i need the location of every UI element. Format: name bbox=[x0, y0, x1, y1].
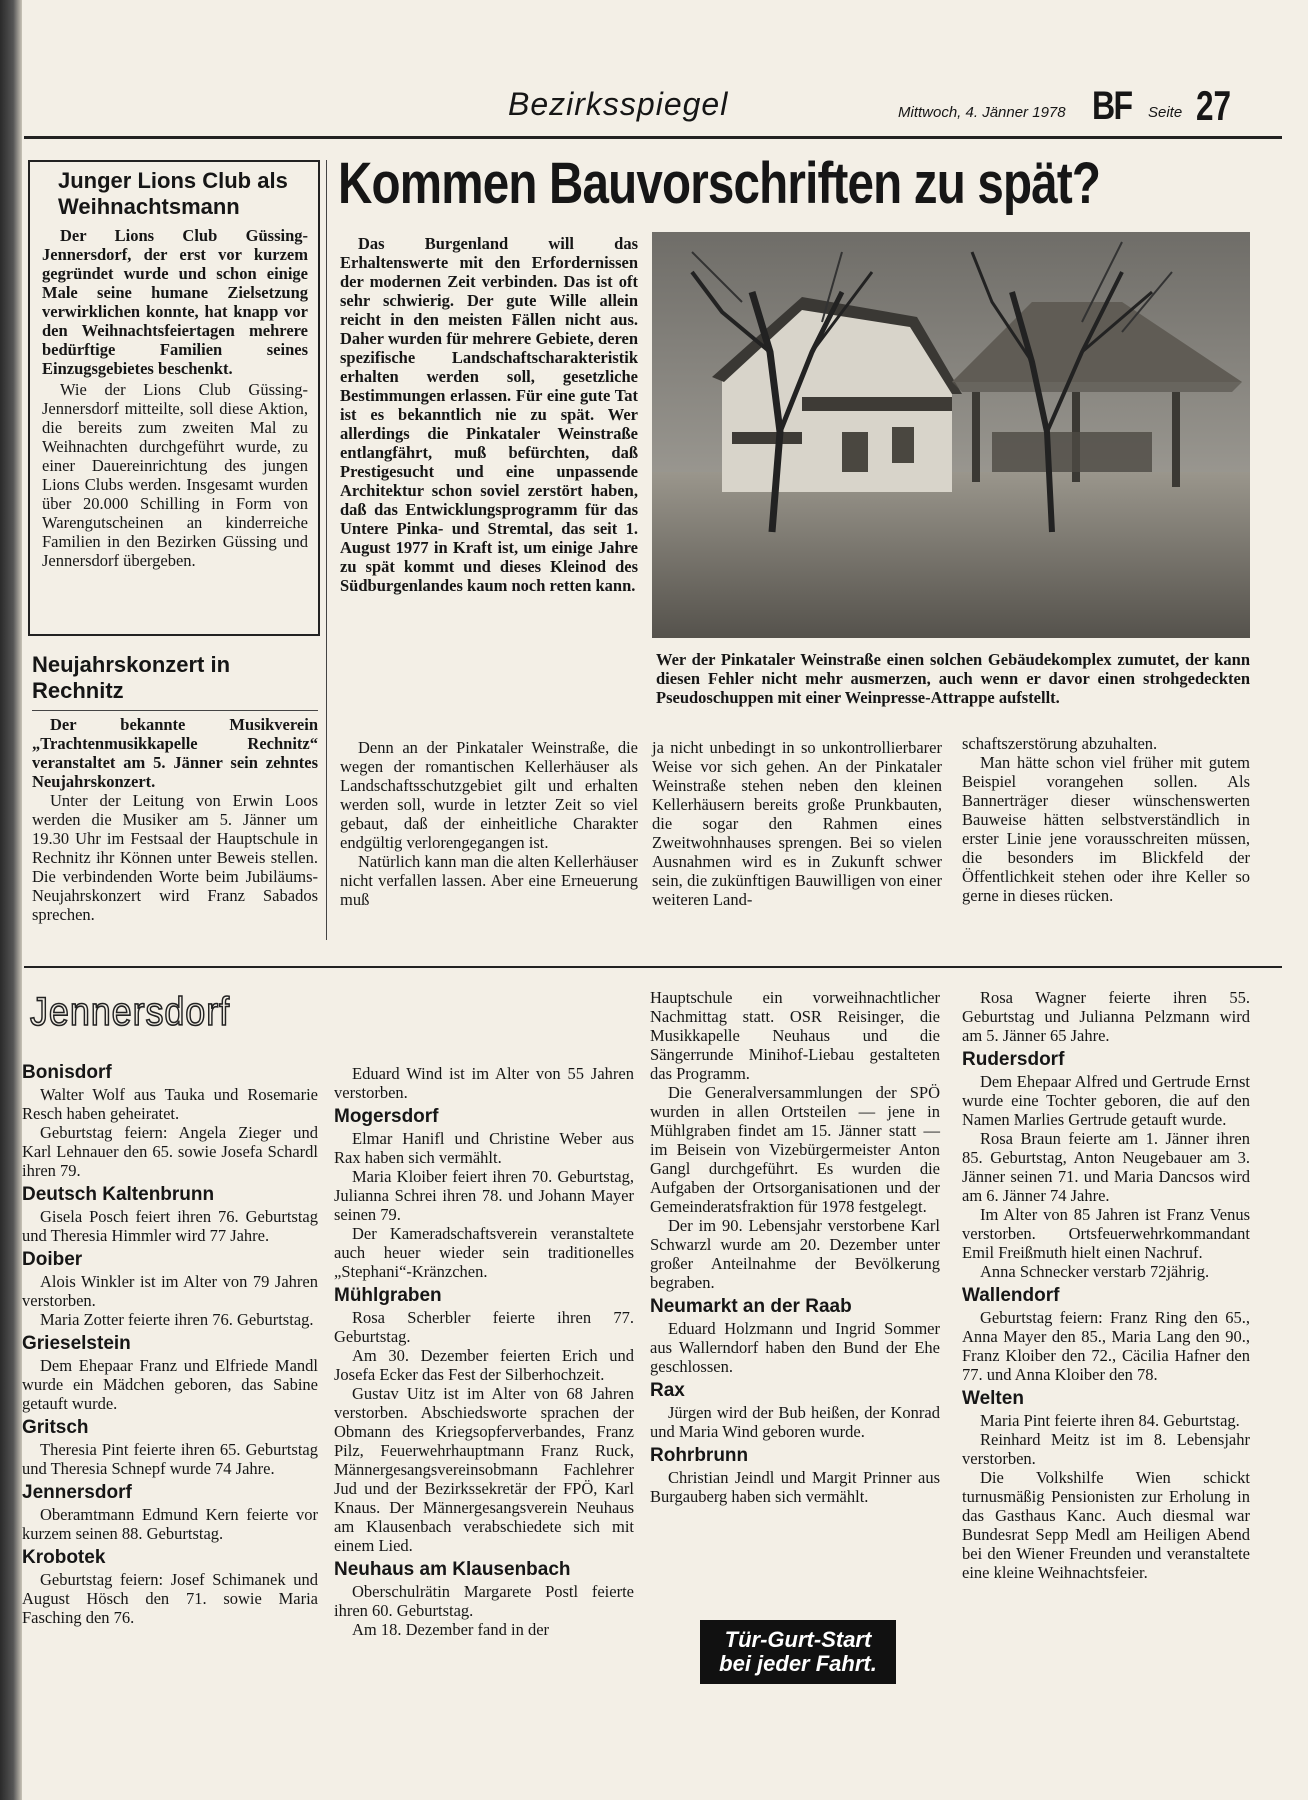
page-number: 27 bbox=[1196, 82, 1232, 129]
section-title: Bezirksspiegel bbox=[508, 86, 729, 122]
town-heading: Rudersdorf bbox=[962, 1049, 1065, 1070]
konzert-headline: Neujahrskonzert in Rechnitz bbox=[32, 652, 231, 703]
issue-date: Mittwoch, 4. Jänner 1978 bbox=[898, 104, 1066, 121]
main-col1-para-2: Natürlich kann man die alten Kellerhäuser nicht verfallen lassen. Aber eine Erneuerung muß bbox=[340, 852, 638, 909]
town-heading: Gritsch bbox=[22, 1417, 89, 1438]
town-heading: Bonisdorf bbox=[22, 1062, 112, 1083]
town-heading: Rohrbrunn bbox=[650, 1445, 749, 1466]
building-photo bbox=[652, 232, 1250, 638]
district-column-3: Hauptschule ein vorweihnachtlicher Nachmittag statt. OSR Reisinger, die Musikkapelle Neuhaus und die Sängerrunde Minihof-Liebau gestalteten das Programm. Die Generalversammlungen der SPÖ wurden in allen Ortsteilen — jene in Mühlgraben findet am 15. Jänner statt — im Beisein von Vizebürgermeister Anton Gangl durchgeführt. Es wurden die Aufgaben der Ortsorganisationen und der Gemeinderatsfraktion für 1978 festgelegt. Der im 90. Lebensjahr verstorbene Karl Schwarzl wurde am 20. Dezember unter großer Anteilnahme der Bevölkerung begraben. Neumarkt an der Raab Eduard Holzmann und Ingrid Sommer aus Wallerndorf haben den Bund der Ehe geschlossen. Rax Jürgen wird der Bub heißen, der Konrad und Maria Wind geboren wurde. Rohrbrunn Christian Jeindl und Margit Prinner aus Burgauberg haben sich vermählt. bbox=[650, 988, 940, 1506]
masthead-logo: BF bbox=[1092, 84, 1132, 128]
town-heading: Neuhaus am Klausenbach bbox=[334, 1559, 571, 1580]
main-column-1 bbox=[340, 738, 638, 909]
konzert-lead: Der bekannte Musikverein „Trachtenmusikkapelle Rechnitz“ veranstaltet am 5. Jänner sein zehntes Neujahrskonzert. bbox=[32, 715, 318, 791]
section-rule bbox=[24, 966, 1282, 968]
lions-lead: Der Lions Club Güssing-Jennersdorf, der erst vor kurzem gegründet wurde und schon einige Male seine humane Zielsetzung verwirklichen konnte, hat knapp vor den Weihnachtsfeiertagen mehrere bedürftige Familien seines Einzugsgebietes beschenkt. bbox=[42, 226, 308, 378]
town-heading: Mühlgraben bbox=[334, 1285, 442, 1306]
photo-caption: Wer der Pinkataler Weinstraße einen solchen Gebäudekomplex zumutet, der kann diesen Fehler nicht mehr ausmerzen, auch wenn er davor einen strohgedeckten Pseudoschuppen mit einer Weinpresse-Attrappe aufstellt. bbox=[656, 650, 1250, 707]
page-label: Seite bbox=[1148, 104, 1183, 121]
lions-body: Wie der Lions Club Güssing-Jennersdorf mitteilte, soll diese Aktion, die bereits zum zweiten Mal zu Weihnachten durchgeführt wurde, zu einer Dauereinrichtung des jungen Lions Clubs werden. Insgesamt wurden über 20.000 Schilling in Form von Warengutscheinen an kinderreiche Familien in den Bezirken Güssing und Jennersdorf übergeben. bbox=[42, 380, 308, 570]
town-heading: Wallendorf bbox=[962, 1285, 1060, 1306]
district-title: Jennersdorf bbox=[30, 990, 231, 1034]
main-col1-para-1: Denn an der Pinkataler Weinstraße, die wegen der romantischen Kellerhäuser als Landschaftsschutzgebiet gilt und erhalten werden soll, wurde in letzter Zeit so viel gebaut, daß der einheitliche Charakter endgültig verlorengegangen ist. bbox=[340, 738, 638, 852]
scan-edge bbox=[0, 0, 22, 1800]
main-col3-para-2: Man hätte schon viel früher mit gutem Beispiel vorangehen sollen. Als Bannerträger dieser wünschenswerten Bauweise hätten selbstverständlich in erster Linie jene vorausschreiten müssen, die besonders im Blickfeld der Öffentlichkeit stehen oder ihre Keller so gerne in dieses rücken. bbox=[962, 753, 1250, 905]
town-heading: Neumarkt an der Raab bbox=[650, 1296, 852, 1317]
main-headline: Kommen Bauvorschriften zu spät? bbox=[338, 151, 1101, 216]
header-rule bbox=[24, 136, 1282, 139]
column-rule bbox=[326, 160, 327, 940]
photo-illustration bbox=[652, 232, 1250, 638]
main-col3-para-1: schaftszerstörung abzuhalten. bbox=[962, 734, 1158, 753]
main-lead: Das Burgenland will das Erhaltenswerte mit den Erfordernissen der modernen Zeit verbinden. Das ist oft sehr schwierig. Der gute Wille allein reicht in den meisten Fällen nicht aus. Daher wurden für mehrere Gebiete, deren spezifische Landschaftscharakteristik erhalten werden soll, gesetzliche Bestimmungen erlassen. Für eine gute Tat ist es bekanntlich nie zu spät. Wer allerdings die Pinkataler Weinstraße entlangfährt, muß befürchten, daß Prestigesucht und eine unpassende Architektur schon soviel zerstört haben, daß das Entwicklungsprogramm für das Untere Pinka- und Stremtal, das seit 1. August 1977 in Kraft ist, um einige Jahre zu spät kommt und dieses Kleinod des Südburgenlandes kaum noch retten kann. bbox=[340, 234, 638, 595]
town-heading: Rax bbox=[650, 1380, 685, 1401]
town-heading: Doiber bbox=[22, 1249, 83, 1270]
town-heading: Deutsch Kaltenbrunn bbox=[22, 1184, 215, 1205]
safety-ad: Tür-Gurt-Start bei jeder Fahrt. bbox=[700, 1620, 896, 1684]
main-column-2 bbox=[652, 738, 942, 909]
town-heading: Mogersdorf bbox=[334, 1106, 439, 1127]
main-column-3 bbox=[962, 734, 1250, 905]
main-col2-para-1: ja nicht unbedingt in so unkontrollierbarer Weise vor sich gehen. An der Pinkataler Weinstraße stehen neben den kleinen Kellerhäusern bereits große Prunkbauten, die sogar den Rahmen eines Zweitwohnhauses sprengen. Bei so vielen Ausnahmen wird es in Zukunft schwer sein, die zukünftigen Bauwilligen von einer weiteren Land- bbox=[652, 738, 942, 909]
town-heading: Welten bbox=[962, 1388, 1024, 1409]
district-column-2: Eduard Wind ist im Alter von 55 Jahren verstorben. Mogersdorf Elmar Hanifl und Christine Weber aus Rax haben sich vermählt. Maria Kloiber feiert ihren 70. Geburtstag, Julianna Schrei ihren 78. und Johann Mayer seinen 79. Der Kameradschaftsverein veranstaltete auch heuer wieder sein traditionelles „Stephani“-Kränzchen. Mühlgraben Rosa Scherbler feierte ihren 77. Geburtstag. Am 30. Dezember feierten Erich und Josefa Ecker das Fest der Silberhochzeit. Gustav Uitz ist im Alter von 68 Jahren verstorben. Abschiedsworte sprachen der Obmann des Kriegsopferverbandes, Franz Pilz, Feuerwehrhauptmann Franz Ruck, Männergesangsvereinsobmann Fachlehrer Jud und der Bezirkssekretär der FPÖ, Karl Knaus. Der Männergesangsverein Neuhaus am Klausenbach verabschiedete sich mit einem Lied. Neuhaus am Klausenbach Oberschulrätin Margarete Postl feierte ihren 60. Geburtstag. Am 18. Dezember fand in der bbox=[334, 1064, 634, 1639]
town-heading: Jennersdorf bbox=[22, 1482, 132, 1503]
town-heading: Grieselstein bbox=[22, 1333, 131, 1354]
lions-headline: Junger Lions Club als Weihnachtsmann bbox=[58, 168, 288, 219]
lions-article bbox=[28, 160, 320, 636]
district-column-4: Rosa Wagner feierte ihren 55. Geburtstag und Julianna Pelzmann wird am 5. Jänner 65 Jahre. Rudersdorf Dem Ehepaar Alfred und Gertrude Ernst wurde eine Tochter geboren, die auf den Namen Marlies Gertrude getauft wurde. Rosa Braun feierte am 1. Jänner ihren 85. Geburtstag, Anton Neugebauer am 3. Jänner seinen 71. und Maria Dancsos wird am 6. Jänner 74 Jahre. Im Alter von 85 Jahren ist Franz Venus verstorben. Ortsfeuerwehrkommandant Emil Freißmuth hielt einen Nachruf. Anna Schnecker verstarb 72jährig. Wallendorf Geburtstag feiern: Franz Ring den 65., Anna Mayer den 85., Maria Lang den 90., Franz Kloiber den 72., Cäcilia Hafner den 77. und Anna Kloiber den 78. Welten Maria Pint feierte ihren 84. Geburtstag. Reinhard Meitz ist im 8. Lebensjahr verstorben. Die Volkshilfe Wien schickt turnusmäßig Pensionisten zur Erholung in das Gasthaus Kanc. Auch diesmal war Bundesrat Sepp Medl am Heiligen Abend bei den Wiener Freunden und veranstaltete eine kleine Weihnachtsfeier. bbox=[962, 988, 1250, 1582]
konzert-article bbox=[32, 652, 318, 924]
district-column-1: Bonisdorf Walter Wolf aus Tauka und Rosemarie Resch haben geheiratet. Geburtstag feiern: Angela Zieger und Karl Lehnauer den 65. sowie Josefa Schardl ihren 79. Deutsch Kaltenbrunn Gisela Posch feiert ihren 76. Geburtstag und Theresia Himmler wird 77 Jahre. Doiber Alois Winkler ist im Alter von 79 Jahren verstorben. Maria Zotter feierte ihren 76. Geburtstag. Grieselstein Dem Ehepaar Franz und Elfriede Mandl wurde ein Mädchen geboren, das Sabine getauft wurde. Gritsch Theresia Pint feierte ihren 65. Geburtstag und Theresia Schnepf wurde 74 Jahre. Jennersdorf Oberamtmann Edmund Kern feierte vor kurzem seinen 88. Geburtstag. Krobotek Geburtstag feiern: Josef Schimanek und August Hösch den 71. sowie Maria Fasching den 76. bbox=[22, 1062, 318, 1627]
konzert-body: Unter der Leitung von Erwin Loos werden die Musiker am 5. Jänner um 19.30 Uhr im Festsaal der Hauptschule in Rechnitz ihr Können unter Beweis stellen. Die verbindenden Worte beim Jubiläums-Neujahrskonzert wird Franz Sabados sprechen. bbox=[32, 791, 318, 924]
town-heading: Krobotek bbox=[22, 1547, 106, 1568]
